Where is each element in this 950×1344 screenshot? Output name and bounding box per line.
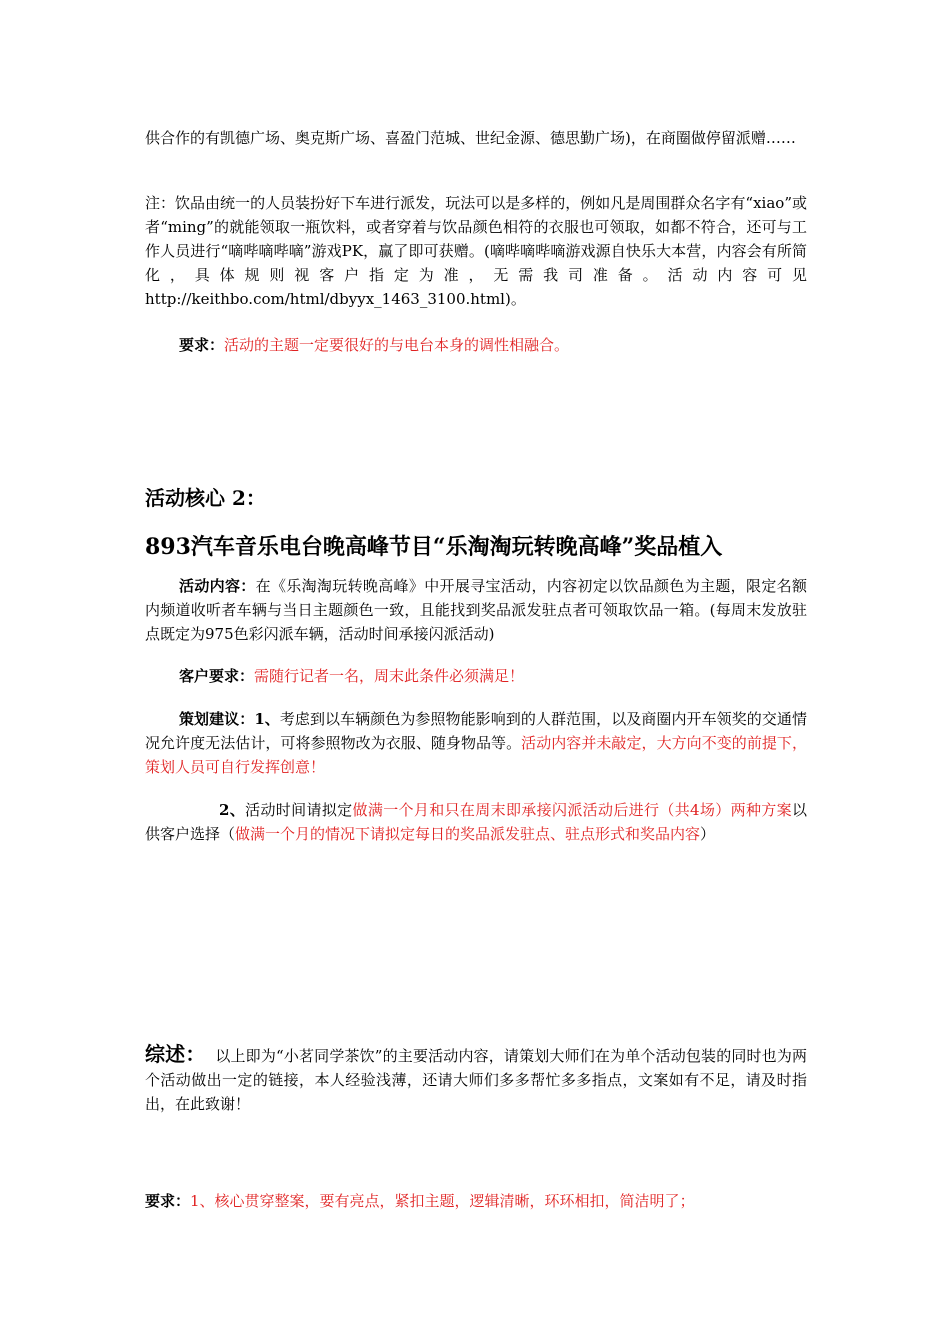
paragraph-partners: 供合作的有凯德广场、奥克斯广场、喜盈门范城、世纪金源、德思勤广场)，在商圈做停留派赠…… — [145, 129, 796, 147]
plan-suggestion-1 — [145, 707, 807, 779]
plan-item2-red2: 做满一个月的情况下请拟定每日的奖品派发驻点、驻点形式和奖品内容 — [235, 825, 701, 843]
summary-paragraph — [145, 1042, 807, 1116]
plan-suggestion-2 — [145, 798, 807, 846]
paragraph-activity-content — [145, 574, 807, 646]
requirement-1-text: 活动的主题一定要很好的与电台本身的调性相融合。 — [224, 336, 570, 354]
requirement-2-text: 1、核心贯穿整案，要有亮点，紧扣主题，逻辑清晰，环环相扣，简洁明了； — [190, 1192, 695, 1210]
plan-item2-red1: 做满一个月和只在周末即承接闪派活动后进行（共4场）两种方案 — [352, 801, 792, 819]
plan-item2-number: 2、 — [219, 801, 246, 819]
client-requirement-text: 需随行记者一名，周末此条件必须满足！ — [254, 667, 525, 685]
requirement-1-label: 要求： — [179, 336, 225, 354]
plan-item1-red: 活动内容并未敲定，大方向不变的前提下，策划人员可自行发挥创意！ — [145, 734, 807, 776]
summary-label: 综述： — [145, 1042, 206, 1066]
section-heading-core-2: 活动核心 2： — [145, 486, 266, 510]
activity-content-label: 活动内容： — [179, 577, 256, 595]
client-requirement — [145, 664, 841, 688]
requirement-1 — [145, 333, 841, 357]
requirement-2 — [145, 1189, 807, 1213]
plan-item2-a: 活动时间请拟定 — [245, 801, 353, 819]
plan-item2-c: ） — [700, 825, 716, 843]
section-title-core-2: 893汽车音乐电台晚高峰节目“乐淘淘玩转晚高峰”奖品植入 — [145, 534, 723, 560]
client-requirement-label: 客户要求： — [179, 667, 255, 685]
plan-label: 策划建议： — [179, 710, 255, 728]
plan-item1-text: 考虑到以车辆颜色为参照物能影响到的人群范围，以及商圈内开车领奖的交通情况允许度无法估计，可将参照物改为衣服、随身物品等。 — [145, 710, 807, 752]
paragraph-note: 注：饮品由统一的人员装扮好下车进行派发，玩法可以是多样的，例如凡是周围群众名字有“xiao”或者“ming”的就能领取一瓶饮料，或者穿着与饮品颜色相符的衣服也可领取，如都不符合，还可与工作人员进行“嘀哔嘀哔嘀”游戏PK，赢了即可获赠。(嘀哔嘀哔嘀游戏源自快乐大本营，内容会有所简化，具体规则视客户指定为准，无需我司准备。活动内容可见http://keithbo.com/html/dbyyx_1463_3100.html)。 — [145, 194, 807, 308]
plan-item1-number: 1、 — [254, 710, 280, 728]
requirement-2-label: 要求： — [145, 1192, 191, 1210]
summary-text: 以上即为“小茗同学茶饮”的主要活动内容，请策划大师们在为单个活动包装的同时也为两个活动做出一定的链接，本人经验浅薄，还请大师们多多帮忙多多指点，文案如有不足，请及时指出，在此致谢！ — [145, 1047, 808, 1113]
activity-content-text: 在《乐淘淘玩转晚高峰》中开展寻宝活动，内容初定以饮品颜色为主题，限定名额内频道收听者车辆与当日主题颜色一致，且能找到奖品派发驻点者可领取饮品一箱。(每周末发放驻点既定为975色彩闪派车辆，活动时间承接闪派活动) — [145, 577, 807, 643]
plan-item2-b: 以供客户选择（ — [145, 801, 808, 843]
